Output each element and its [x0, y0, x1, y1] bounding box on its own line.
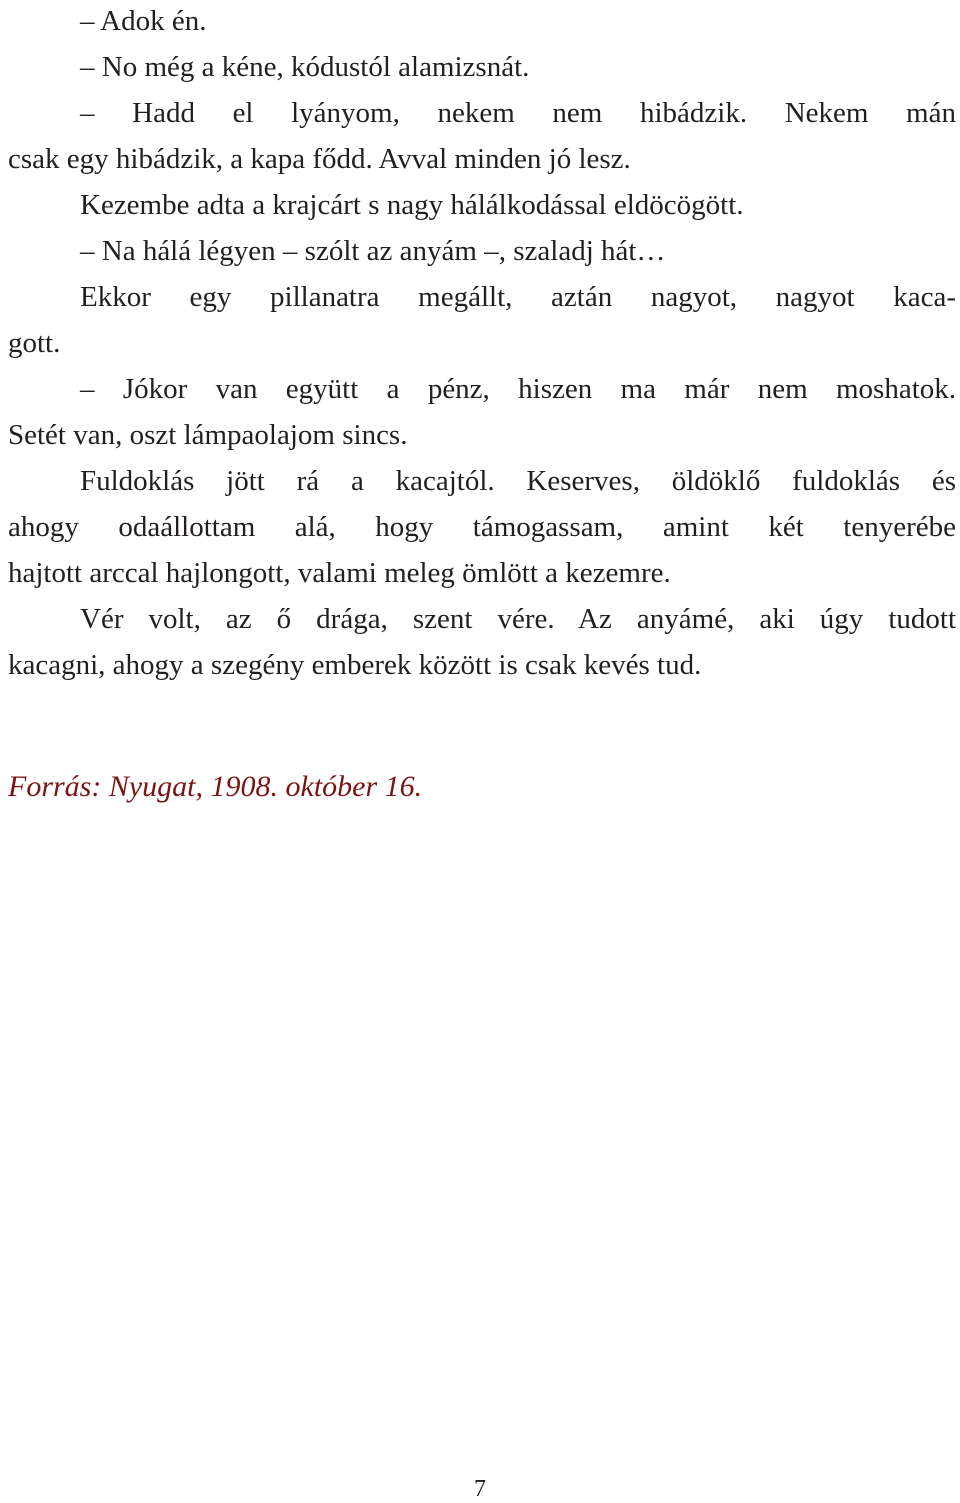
document-body	[8, 0, 956, 690]
source-citation: Forrás: Nyugat, 1908. október 16.	[8, 770, 423, 803]
text-line: gott.	[8, 327, 61, 359]
text-line: Setét van, oszt lámpaolajom sincs.	[8, 419, 408, 451]
text-line: Ekkor egy pillanatra megállt, aztán nagyot, nagyot kaca-	[80, 281, 956, 313]
text-line: – Na hálá légyen – szólt az anyám –, szaladj hát…	[80, 235, 666, 267]
text-line: Fuldoklás jött rá a kacajtól. Keserves, öldöklő fuldoklás és	[80, 465, 956, 497]
text-line: Vér volt, az ő drága, szent vére. Az anyámé, aki úgy tudott	[80, 603, 956, 635]
text-line: – Adok én.	[80, 5, 207, 37]
text-line: Kezembe adta a krajcárt s nagy hálálkodással eldöcögött.	[80, 189, 744, 221]
text-line: hajtott arccal hajlongott, valami meleg ömlött a kezemre.	[8, 557, 671, 589]
text-line: – Hadd el lyányom, nekem nem hibádzik. Nekem mán	[80, 97, 956, 129]
text-line: kacagni, ahogy a szegény emberek között is csak kevés tud.	[8, 649, 702, 681]
text-line: – Jókor van együtt a pénz, hiszen ma már nem moshatok.	[80, 373, 956, 405]
text-line: csak egy hibádzik, a kapa fődd. Avval minden jó lesz.	[8, 143, 631, 175]
page-number: 7	[474, 1476, 486, 1502]
text-line: ahogy odaállottam alá, hogy támogassam, amint két tenyerébe	[8, 511, 956, 543]
text-line: – No még a kéne, kódustól alamizsnát.	[80, 51, 530, 83]
